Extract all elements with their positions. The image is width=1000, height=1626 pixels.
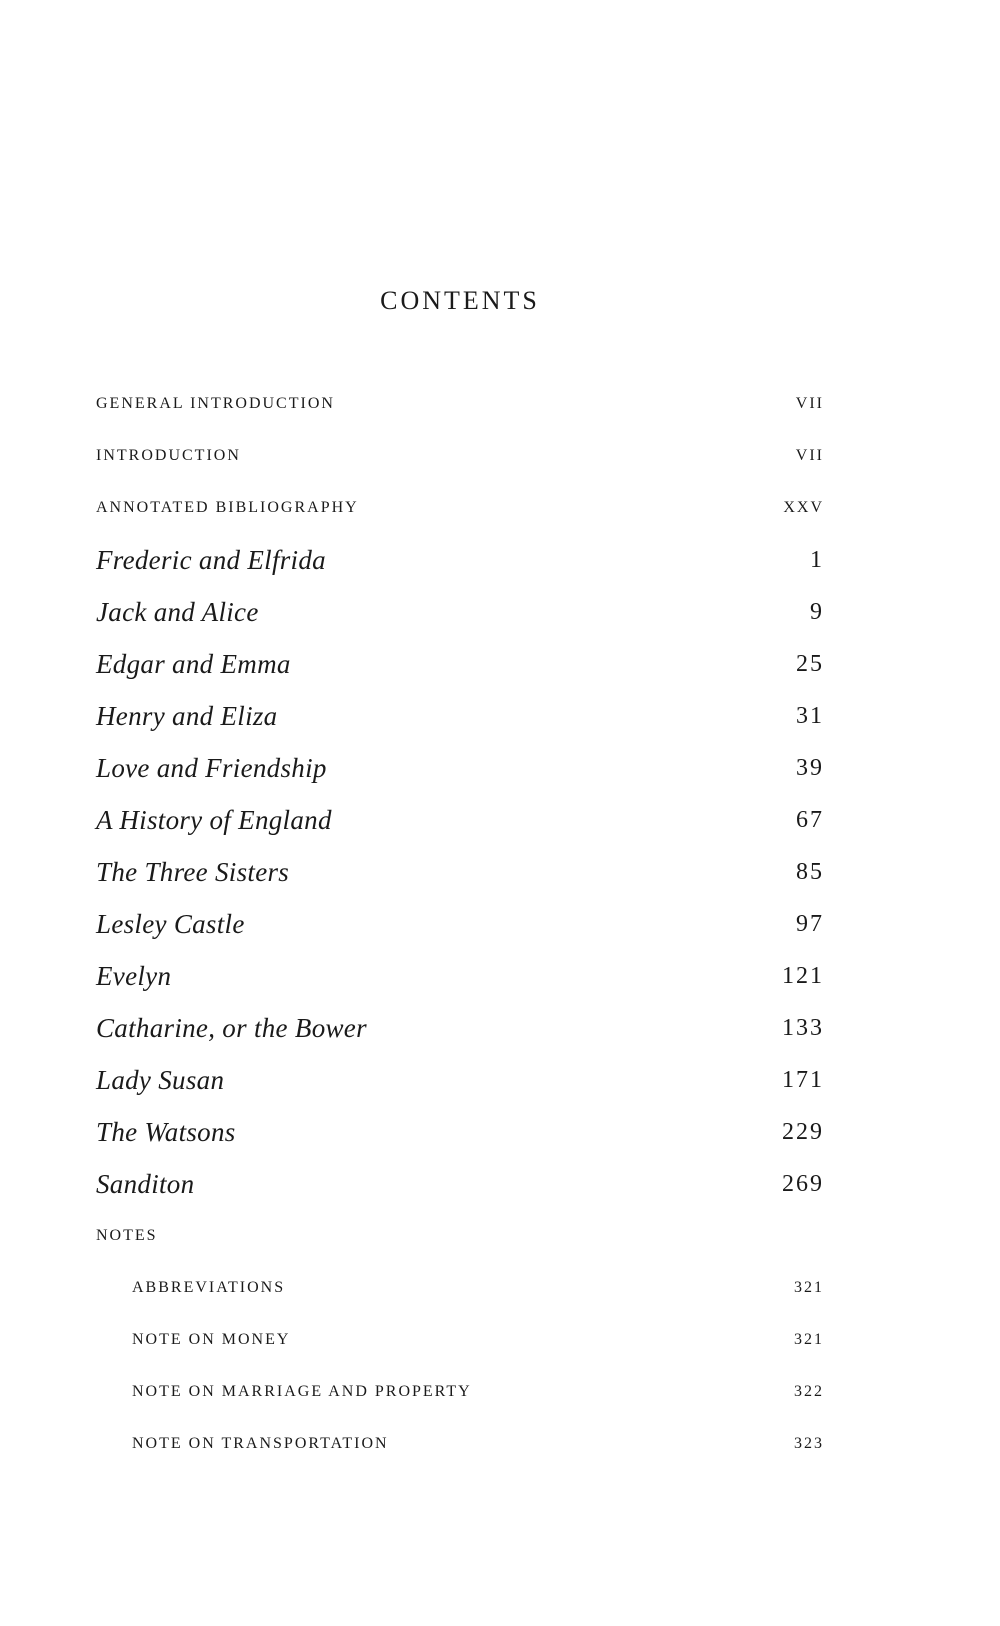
toc-entry-jack-and-alice[interactable] (96, 586, 824, 638)
toc-entry-label: Edgar and Emma (96, 648, 291, 679)
toc-entry-page: 229 (782, 1118, 824, 1145)
toc-entry-page: 171 (782, 1066, 824, 1093)
toc-entry-label: The Three Sisters (96, 856, 290, 887)
toc-subentry-note-on-money[interactable] (96, 1314, 824, 1366)
toc-entry-label: Love and Friendship (96, 752, 327, 783)
toc-entry-label: Evelyn (96, 960, 172, 991)
toc-entry-page: VII (795, 395, 824, 412)
toc-entry-lesley-castle[interactable] (96, 898, 824, 950)
toc-entry-edgar-and-emma[interactable] (96, 638, 824, 690)
toc-entry-label: ANNOTATED BIBLIOGRAPHY (96, 499, 359, 516)
toc-entry-sanditon[interactable] (96, 1158, 824, 1210)
toc-entry-label: A History of England (96, 804, 332, 835)
toc-subentry-page: 322 (794, 1383, 824, 1400)
toc-entry-annotated-bibliography[interactable] (96, 482, 824, 534)
toc-entry-love-and-friendship[interactable] (96, 742, 824, 794)
toc-entry-label: NOTES (96, 1227, 158, 1244)
toc-entry-a-history-of-england[interactable] (96, 794, 824, 846)
toc-entry-label: Catharine, or the Bower (96, 1012, 367, 1043)
toc-entry-page: 1 (810, 546, 824, 573)
toc-subentry-note-on-transportation[interactable] (96, 1418, 824, 1470)
toc-entry-page: 269 (782, 1170, 824, 1197)
toc-entry-the-three-sisters[interactable] (96, 846, 824, 898)
toc-entry-page: VII (795, 447, 824, 464)
toc-subentry-label: NOTE ON MARRIAGE AND PROPERTY (132, 1383, 472, 1400)
toc-entry-the-watsons[interactable] (96, 1106, 824, 1158)
toc-entry-page: 121 (782, 962, 824, 989)
toc-entry-page: 39 (796, 754, 824, 781)
toc-entry-page: XXV (783, 499, 824, 516)
toc-subentry-note-on-marriage-and-property[interactable] (96, 1366, 824, 1418)
toc-entry-introduction[interactable] (96, 430, 824, 482)
toc-subentry-label: NOTE ON TRANSPORTATION (132, 1435, 389, 1452)
toc-entry-page: 31 (796, 702, 824, 729)
toc-subentry-page: 323 (794, 1435, 824, 1452)
table-of-contents (96, 378, 824, 1470)
toc-subentry-page: 321 (794, 1279, 824, 1296)
toc-subentry-label: ABBREVIATIONS (132, 1279, 286, 1296)
toc-entry-label: Jack and Alice (96, 596, 259, 627)
toc-entry-page: 9 (810, 598, 824, 625)
toc-entry-page: 85 (796, 858, 824, 885)
toc-entry-evelyn[interactable] (96, 950, 824, 1002)
toc-entry-label: Frederic and Elfrida (96, 544, 326, 575)
page-title: CONTENTS (380, 286, 540, 315)
toc-entry-label: Henry and Eliza (96, 700, 278, 731)
toc-entry-label: Lady Susan (96, 1064, 225, 1095)
toc-entry-label: GENERAL INTRODUCTION (96, 395, 335, 412)
toc-subentry-label: NOTE ON MONEY (132, 1331, 291, 1348)
toc-subentry-page: 321 (794, 1331, 824, 1348)
toc-entry-general-introduction[interactable] (96, 378, 824, 430)
toc-entry-page: 133 (782, 1014, 824, 1041)
toc-entry-label: The Watsons (96, 1116, 236, 1147)
toc-entry-page: 97 (796, 910, 824, 937)
toc-entry-catharine-or-the-bower[interactable] (96, 1002, 824, 1054)
toc-entry-label: INTRODUCTION (96, 447, 241, 464)
toc-entry-page: 25 (796, 650, 824, 677)
toc-entry-frederic-and-elfrida[interactable] (96, 534, 824, 586)
toc-entry-label: Sanditon (96, 1168, 195, 1199)
toc-entry-notes[interactable] (96, 1210, 824, 1262)
toc-entry-label: Lesley Castle (96, 908, 245, 939)
toc-entry-lady-susan[interactable] (96, 1054, 824, 1106)
toc-subentry-abbreviations[interactable] (96, 1262, 824, 1314)
toc-entry-page: 67 (796, 806, 824, 833)
toc-entry-henry-and-eliza[interactable] (96, 690, 824, 742)
